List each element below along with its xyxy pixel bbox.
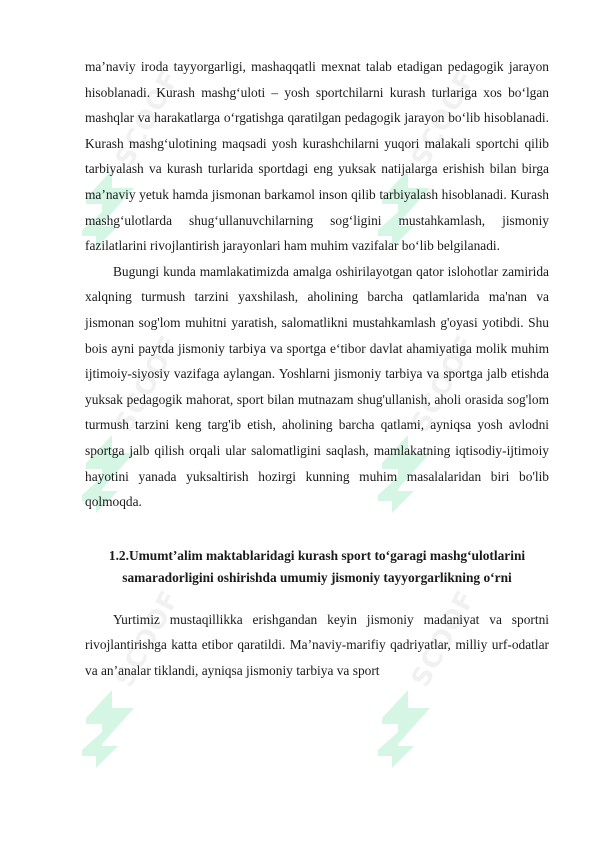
paragraph-3: Yurtimiz mustaqillikka erishgandan keyin jismoniy madaniyat va sportni rivojlantirishga katta etibor qaratildi. Ma’naviy-marifiy qadriyatlar, milliy urf-odatlar va an’analar tiklandi, ayniqsa jismoniy tarbiya va sport: [85, 611, 549, 678]
watermark-text: SCOOF: [406, 585, 482, 693]
section-heading: [85, 545, 549, 589]
section-heading-line-2: samaradorligini oshirishda umumiy jismoniy tayyorgarlikning o‘rni: [122, 569, 512, 585]
watermark-text: SCOOF: [110, 65, 186, 173]
document-body: [85, 54, 549, 683]
watermark-text: SCOOF: [110, 585, 186, 693]
paragraph-1: ma’naviy iroda tayyorgarligi, mashaqqatli mexnat talab etadigan pedagogik jarayon hisoblanadi. Kurash mashg‘uloti – yosh sportchilarni kurash turlariga xos bo‘lgan mashqlar va harakatlarga o‘rgatishga qaratilgan pedagogik jarayon bo‘lib hisoblanadi. Kurash mashg‘ulotining maqsadi yosh kurashchilarni yuqori malakali sportchi qilib tarbiyalash va kurash turlarida sportdagi eng yuksak natijalarga erishish bilan birga ma’naviy yetuk hamda jismonan barkamol inson qilib tarbiyalash hisoblanadi. Kurash mashg‘ulotlarda shug‘ullanuvchilarning sog‘ligini mustahkamlash, jismoniy fazilatlarini rivojlantirish jarayonlari ham muhim vazifalar bo‘lib belgilanadi.: [85, 59, 549, 254]
watermark-text: SCOOF: [110, 330, 186, 438]
section-heading-line-1: 1.2.Umumt’alim maktablaridagi kurash sport to‘garagi mashg‘ulotlarini: [108, 547, 526, 563]
watermark-text: SCOOF: [406, 330, 482, 438]
watermark-text: SCOOF: [406, 65, 482, 173]
paragraph-2: Bugungi kunda mamlakatimizda amalga oshirilayotgan qator islohotlar zamirida xalqning turmush tarzini yaxshilash, aholining barcha qatlamlarida ma'nan va jismonan sog'lom muhitni yaratish, salomatlikni mustahkamlash g'oyasi yotibdi. Shu bois ayni paytda jismoniy tarbiya va sportga e‘tibor davlat ahamiyatiga molik muhim ijtimoiy-siyosiy vazifaga aylangan. Yoshlarni jismoniy tarbiya va sportga jalb etishda yuksak pedagogik mahorat, sport bilan mutnazam shug'ullanish, aholi orasida sog'lom turmush tarzini keng targ'ib etish, aholining barcha qatlami, ayniqsa yosh avlodni sportga jalb qilish orqali ular salomatligini saqlash, mamlakatning iqtisodiy-ijtimoiy hayotini yanada yuksaltirish hozirgi kunning muhim masalalaridan biri bo'lib qolmoqda.: [85, 263, 549, 510]
